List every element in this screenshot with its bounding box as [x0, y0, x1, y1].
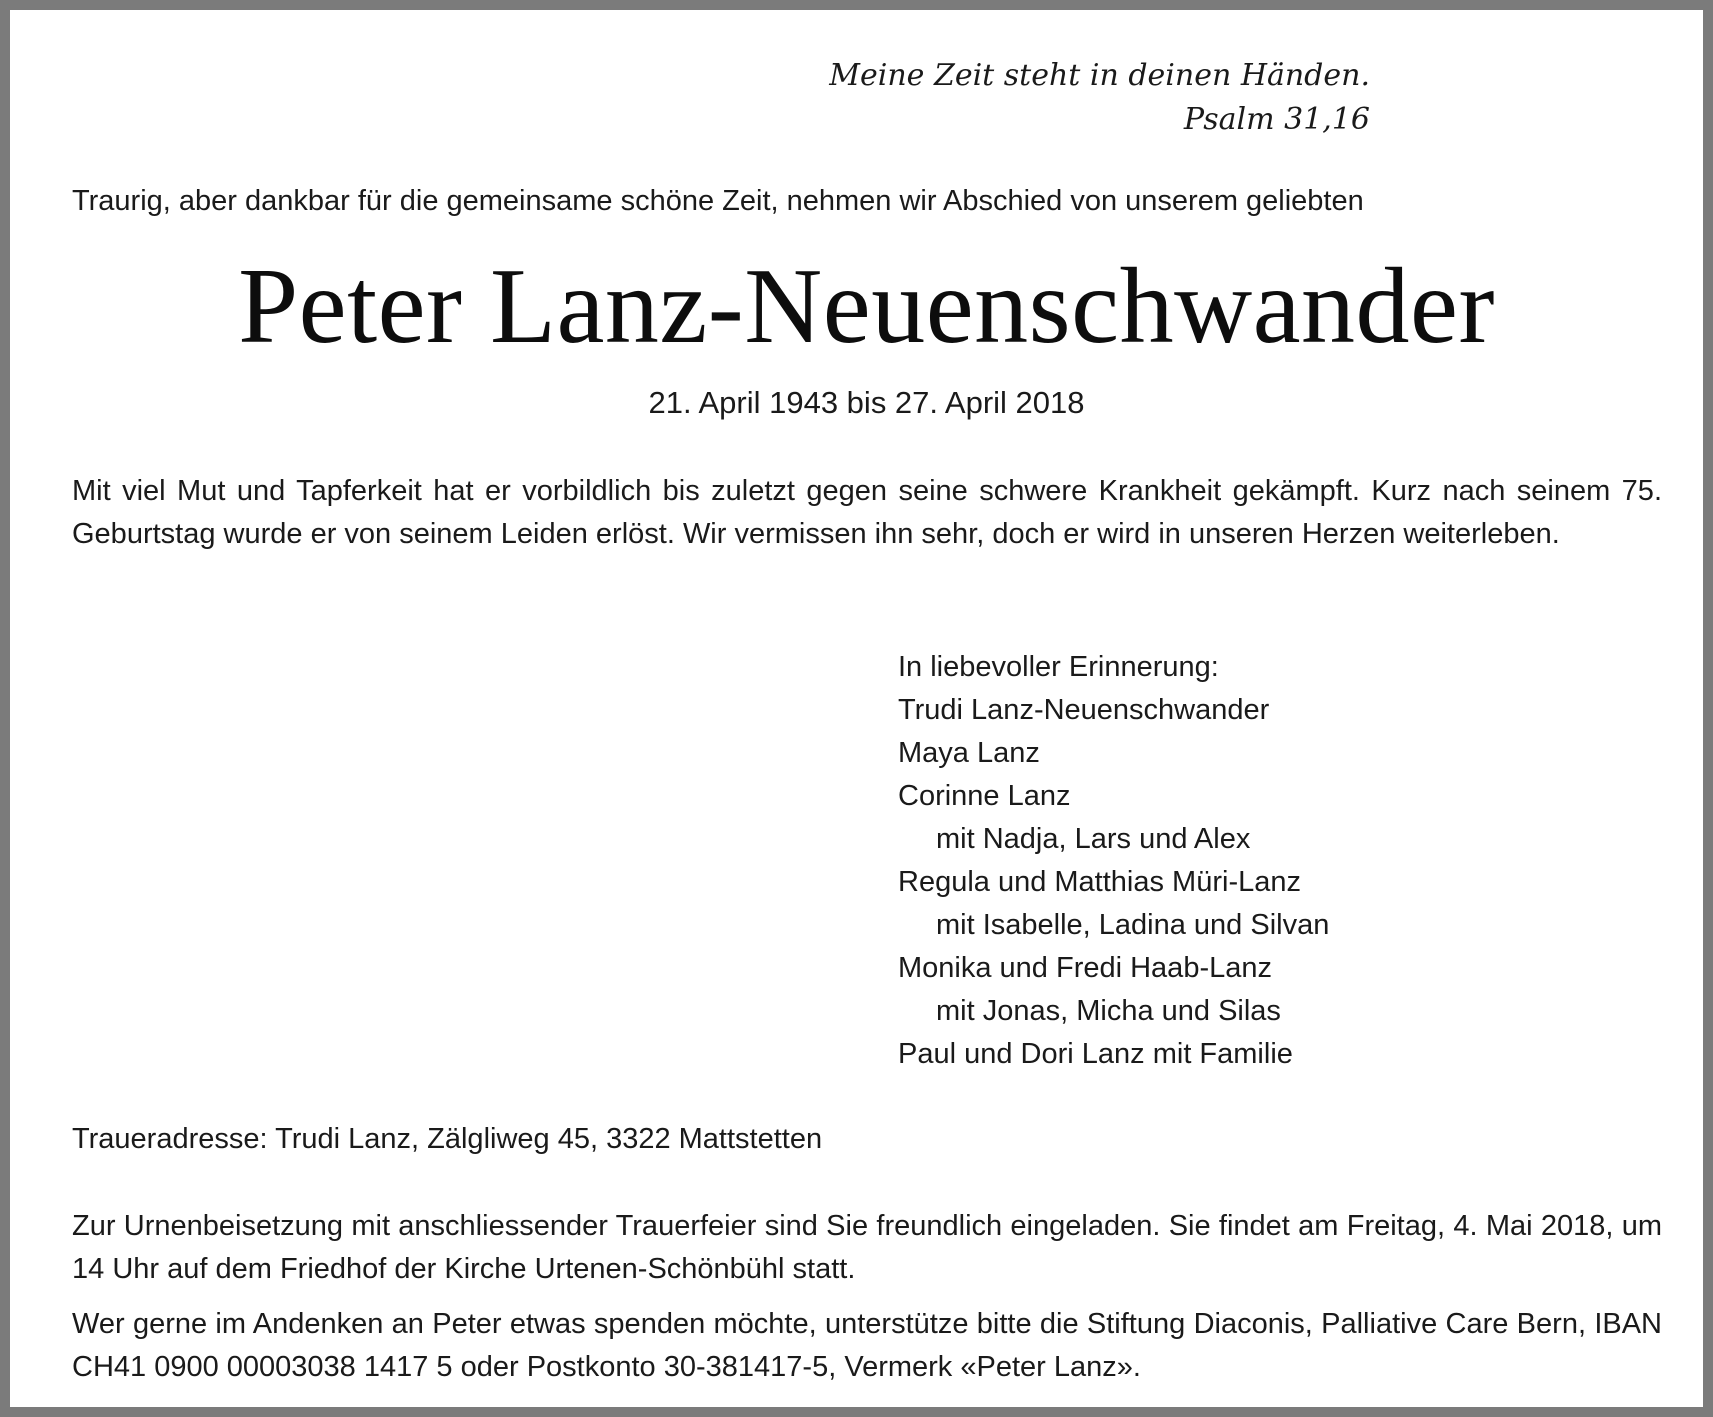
quote-text: Meine Zeit steht in deinen Händen.: [829, 58, 1370, 93]
family-heading: In liebevoller Erinnerung:: [898, 651, 1219, 683]
tribute-paragraph: Mit viel Mut und Tapferkeit hat er vorbildlich bis zuletzt gegen seine schwere Krankheit gekämpft. Kurz nach seinem 75. Geburtstag wurde er von seinem Leiden erlöst. Wir vermissen ihn sehr, doch er wird in unseren Herzen weiterleben.: [72, 475, 1662, 550]
family-member: Trudi Lanz-Neuenschwander: [898, 694, 1270, 726]
psalm-quote: [829, 54, 1370, 142]
family-member-children: mit Jonas, Micha und Silas: [936, 995, 1281, 1027]
family-member: Corinne Lanz: [898, 780, 1071, 812]
family-member-children: mit Isabelle, Ladina und Silvan: [936, 909, 1330, 941]
family-list: [898, 646, 1329, 1076]
family-member: Monika und Fredi Haab-Lanz: [898, 952, 1272, 984]
family-member: Regula und Matthias Müri-Lanz: [898, 866, 1301, 898]
family-member: Paul und Dori Lanz mit Familie: [898, 1038, 1293, 1070]
donation-paragraph: Wer gerne im Andenken an Peter etwas spenden möchte, unterstütze bitte die Stiftung Diaconis, Palliative Care Bern, IBAN CH41 0900 00003038 1417 5 oder Postkonto 30-381417-5, Vermerk «Peter Lanz».: [72, 1308, 1662, 1383]
quote-reference: Psalm 31,16: [1183, 102, 1370, 137]
mourning-address: Traueradresse: Trudi Lanz, Zälgliweg 45, 3322 Mattstetten: [72, 1123, 823, 1155]
ceremony-paragraph: Zur Urnenbeisetzung mit anschliessender Trauerfeier sind Sie freundlich eingeladen. Sie findet am Freitag, 4. Mai 2018, um 14 Uhr auf dem Friedhof der Kirche Urtenen-Schönbühl statt.: [72, 1210, 1662, 1285]
family-members: [898, 689, 1329, 1076]
family-member-children: mit Nadja, Lars und Alex: [936, 823, 1251, 855]
family-member: Maya Lanz: [898, 737, 1040, 769]
life-dates: 21. April 1943 bis 27. April 2018: [648, 385, 1085, 420]
deceased-name: Peter Lanz-Neuenschwander: [238, 247, 1495, 366]
intro-text: Traurig, aber dankbar für die gemeinsame schöne Zeit, nehmen wir Abschied von unserem geliebten: [72, 185, 1364, 217]
